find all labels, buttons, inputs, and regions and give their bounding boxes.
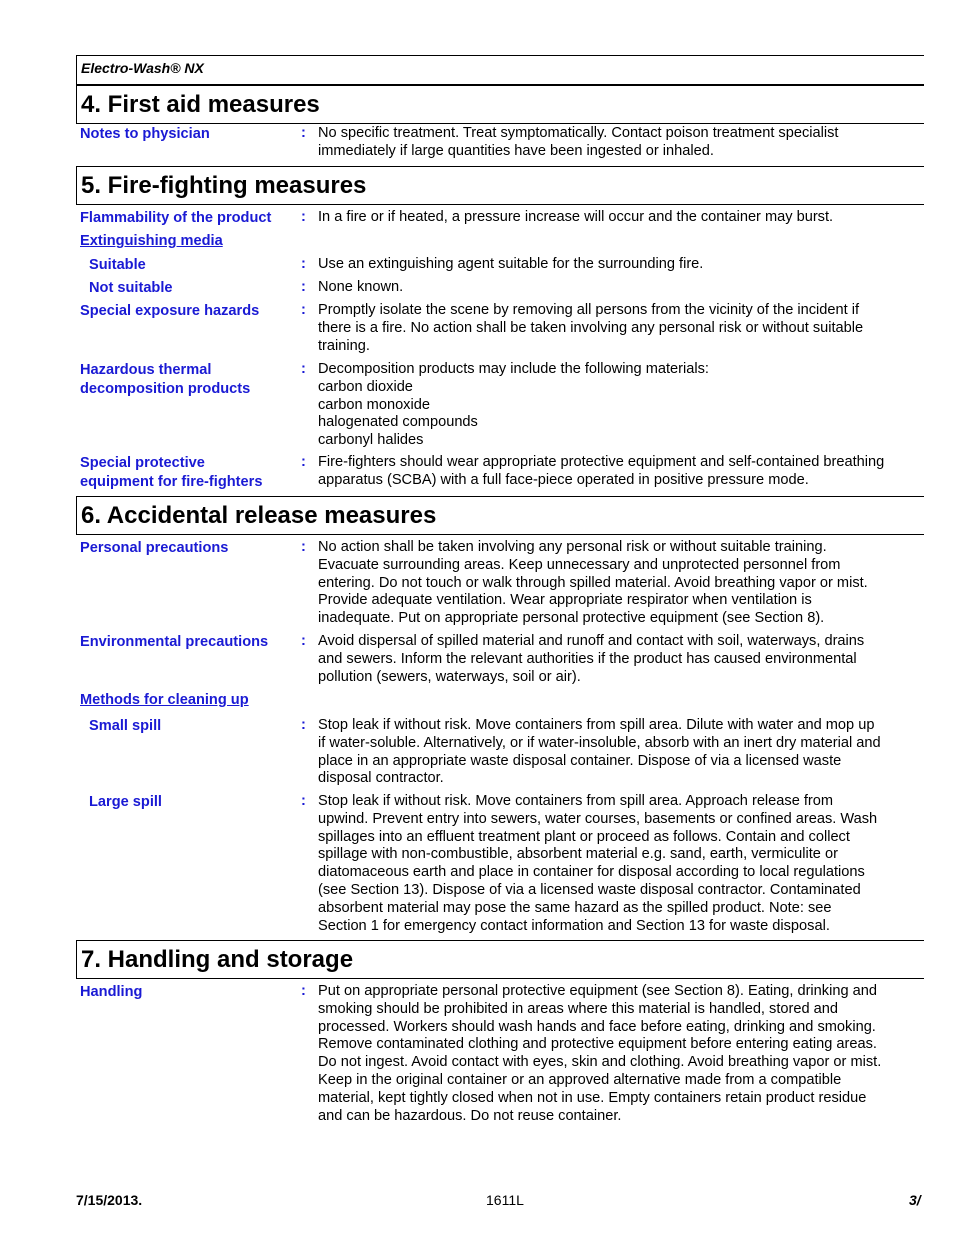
notes-to-physician-label: Notes to physician xyxy=(80,126,210,142)
special-exposure-label: Special exposure hazards xyxy=(80,303,260,319)
not-suitable-label: Not suitable xyxy=(89,280,173,296)
small-spill-label: Small spill xyxy=(89,718,162,734)
colon: : xyxy=(301,793,306,809)
suitable-value: Use an extinguishing agent suitable for the surrounding fire. xyxy=(318,256,704,272)
colon: : xyxy=(301,302,306,318)
handling-value: Put on appropriate personal protective equipment (see Section 8). Eating, drinking and smoking should be prohibited in areas where this material is handled, stored and processed. Workers should wash hands and face before eating, drinking and smoking. Remove contaminated clothing and protective equipment before entering eating areas. Do not ingest. Avoid contact with eyes, skin and clothing. Avoid breathing vapor or mist. Keep in the original container or an approved alternative made from a compatible material, kept tightly closed when not in use. Empty containers retain product residue and can be hazardous. Do not reuse container. xyxy=(318,983,882,1124)
section-4-title: 4. First aid measures xyxy=(76,85,924,124)
personal-precautions-value: No action shall be taken involving any personal risk or without suitable training. Evacuate surrounding areas. Keep unnecessary and unprotected personnel from entering. Do not touch or walk through spilled material. Avoid breathing vapor or mist. Provide adequate ventilation. Wear appropriate respirator when ventilation is inadequate. Put on appropriate personal protective equipment (see Section 8). xyxy=(318,539,868,627)
personal-precautions-label: Personal precautions xyxy=(80,540,229,556)
large-spill-label: Large spill xyxy=(89,794,162,810)
colon: : xyxy=(301,633,306,649)
environmental-precautions-label: Environmental precautions xyxy=(80,634,269,650)
thermal-decomposition-value: Decomposition products may include the following materials: carbon dioxide carbon monoxide halogenated compounds carbonyl halides xyxy=(318,361,709,449)
colon: : xyxy=(301,279,306,295)
large-spill-value: Stop leak if without risk. Move containers from spill area. Approach release from upwind. Prevent entry into sewers, water courses, basements or confined areas. Wash spillages into an effluent treatment plant or proceed as follows. Contain and collect spillage with non-combustible, absorbent material e.g. sand, earth, vermiculite or diatomaceous earth and place in container for disposal according to local regulations (see Section 13). Dispose of via a licensed waste disposal contractor. Contaminated absorbent material may pose the same hazard as the spilled product. Note: see Section 1 for emergency contact information and Section 13 for waste disposal. xyxy=(318,793,878,934)
protective-equipment-label: Special protective equipment for fire-fighters xyxy=(80,455,263,490)
product-name-header: Electro-Wash® NX xyxy=(76,55,924,85)
suitable-label: Suitable xyxy=(89,257,146,273)
thermal-decomposition-label: Hazardous thermal decomposition products xyxy=(80,362,251,397)
small-spill-value: Stop leak if without risk. Move containers from spill area. Dilute with water and mop up if water-soluble. Alternatively, or if water-insoluble, absorb with an inert dry material and place in an appropriate waste disposal container. Dispose of via a licensed waste disposal contractor. xyxy=(318,717,881,787)
special-exposure-value: Promptly isolate the scene by removing all persons from the vicinity of the incident if there is a fire. No action shall be taken involving any personal risk or without suitable training. xyxy=(318,302,864,354)
section-7-title: 7. Handling and storage xyxy=(76,940,924,979)
colon: : xyxy=(301,983,306,999)
section-6-title: 6. Accidental release measures xyxy=(76,496,924,535)
colon: : xyxy=(301,256,306,272)
colon: : xyxy=(301,361,306,377)
footer-document-code: 1611L xyxy=(486,1192,524,1208)
colon: : xyxy=(301,209,306,225)
handling-label: Handling xyxy=(80,984,143,1000)
environmental-precautions-value: Avoid dispersal of spilled material and runoff and contact with soil, waterways, drains and sewers. Inform the relevant authorities if the product has caused environmental pollution (sewers, waterways, soil or air). xyxy=(318,633,865,685)
footer-date: 7/15/2013. xyxy=(76,1192,143,1208)
methods-cleaning-label: Methods for cleaning up xyxy=(80,692,249,708)
not-suitable-value: None known. xyxy=(318,279,404,295)
notes-to-physician-value: No specific treatment. Treat symptomatically. Contact poison treatment specialist immediately if large quantities have been ingested or inhaled. xyxy=(318,125,839,159)
colon: : xyxy=(301,539,306,555)
footer-page-number: 3/ xyxy=(909,1192,921,1208)
section-5-title: 5. Fire-fighting measures xyxy=(76,166,924,205)
flammability-value: In a fire or if heated, a pressure increase will occur and the container may burst. xyxy=(318,209,834,225)
colon: : xyxy=(301,454,306,470)
extinguishing-media-label: Extinguishing media xyxy=(80,233,223,249)
flammability-label: Flammability of the product xyxy=(80,210,272,226)
protective-equipment-value: Fire-fighters should wear appropriate protective equipment and self-contained breathing apparatus (SCBA) with a full face-piece operated in positive pressure mode. xyxy=(318,454,885,488)
colon: : xyxy=(301,717,306,733)
colon: : xyxy=(301,125,306,141)
